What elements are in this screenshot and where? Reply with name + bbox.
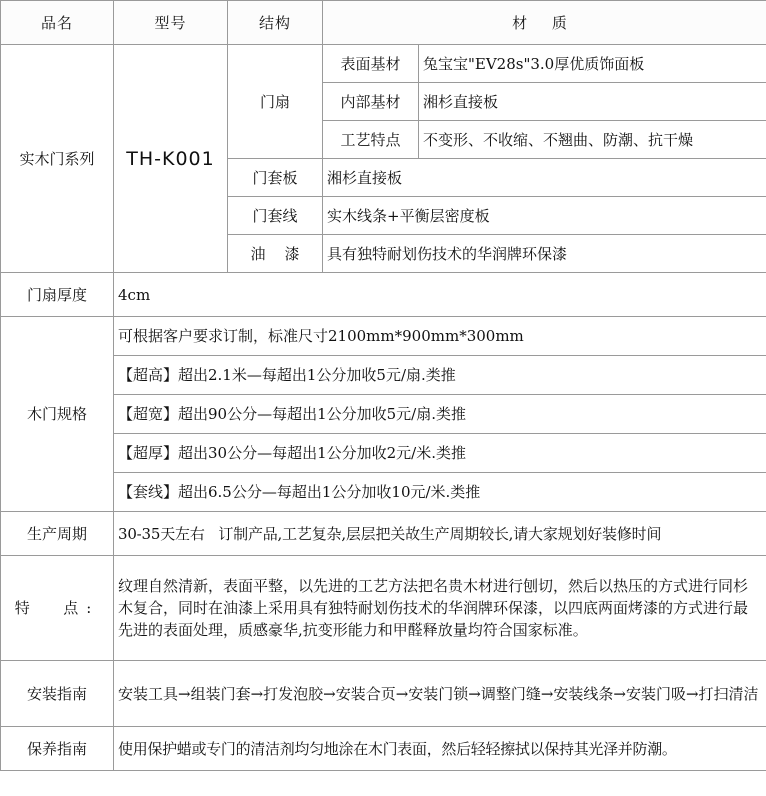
table-row [1,434,766,473]
care-label: 保养指南 [1,727,114,771]
spec-line: 【超宽】超出90公分—每超出1公分加收5元/扇.类推 [114,395,766,434]
leaf-value: 兔宝宝"EV28s"3.0厚优质饰面板 [419,45,766,83]
spec-line: 【超高】超出2.1米—每超出1公分加收5元/扇.类推 [114,356,766,395]
table-row [1,727,766,771]
door-trim-value: 实木线条+平衡层密度板 [323,197,766,235]
table-row [1,45,766,83]
leaf-key: 表面基材 [323,45,419,83]
install-label: 安装指南 [1,661,114,727]
spec-line: 可根据客户要求订制，标准尺寸2100mm*900mm*300mm [114,317,766,356]
leaf-key: 内部基材 [323,83,419,121]
install-value: 安装工具→组装门套→打发泡胶→安装合页→安装门锁→调整门缝→安装线条→安装门吸→打扫清洁 [114,661,766,727]
door-trim-label: 门套线 [228,197,323,235]
table-row [1,661,766,727]
thickness-value: 4cm [114,273,766,317]
spec-line: 【套线】超出6.5公分—每超出1公分加收10元/米.类推 [114,473,766,512]
thickness-label: 门扇厚度 [1,273,114,317]
table-row [1,317,766,356]
paint-label: 油 漆 [228,235,323,273]
series-cell: 实木门系列 [1,45,114,273]
door-cover-label: 门套板 [228,159,323,197]
table-row [1,273,766,317]
table-row [1,356,766,395]
leaf-value: 湘杉直接板 [419,83,766,121]
door-cover-value: 湘杉直接板 [323,159,766,197]
spec-label: 木门规格 [1,317,114,512]
header-material: 材 质 [323,1,766,45]
table-row [1,395,766,434]
model-code-cell: TH-K001 [114,45,228,273]
spec-line: 【超厚】超出30公分—每超出1公分加收2元/米.类推 [114,434,766,473]
leaf-key: 工艺特点 [323,121,419,159]
cycle-label: 生产周期 [1,512,114,556]
paint-value: 具有独特耐划伤技术的华润牌环保漆 [323,235,766,273]
table-row [1,512,766,556]
header-structure: 结构 [228,1,323,45]
care-value: 使用保护蜡或专门的清洁剂均匀地涂在木门表面，然后轻轻擦拭以保持其光泽并防潮。 [114,727,766,771]
features-label: 特 点: [1,556,114,661]
header-row [1,1,766,45]
cycle-value: 30-35天左右 订制产品,工艺复杂,层层把关故生产周期较长,请大家规划好装修时间 [114,512,766,556]
table-row [1,473,766,512]
header-name: 品名 [1,1,114,45]
door-leaf-label: 门扇 [228,45,323,159]
features-value: 纹理自然清新，表面平整，以先进的工艺方法把名贵木材进行刨切，然后以热压的方式进行同杉木复合，同时在油漆上采用具有独特耐划伤技术的华润牌环保漆，以四底两面烤漆的方式进行最先进的表面处理，质感豪华,抗变形能力和甲醛释放量均符合国家标准。 [114,556,766,661]
leaf-value: 不变形、不收缩、不翘曲、防潮、抗干燥 [419,121,766,159]
header-model: 型号 [114,1,228,45]
table-row [1,556,766,661]
